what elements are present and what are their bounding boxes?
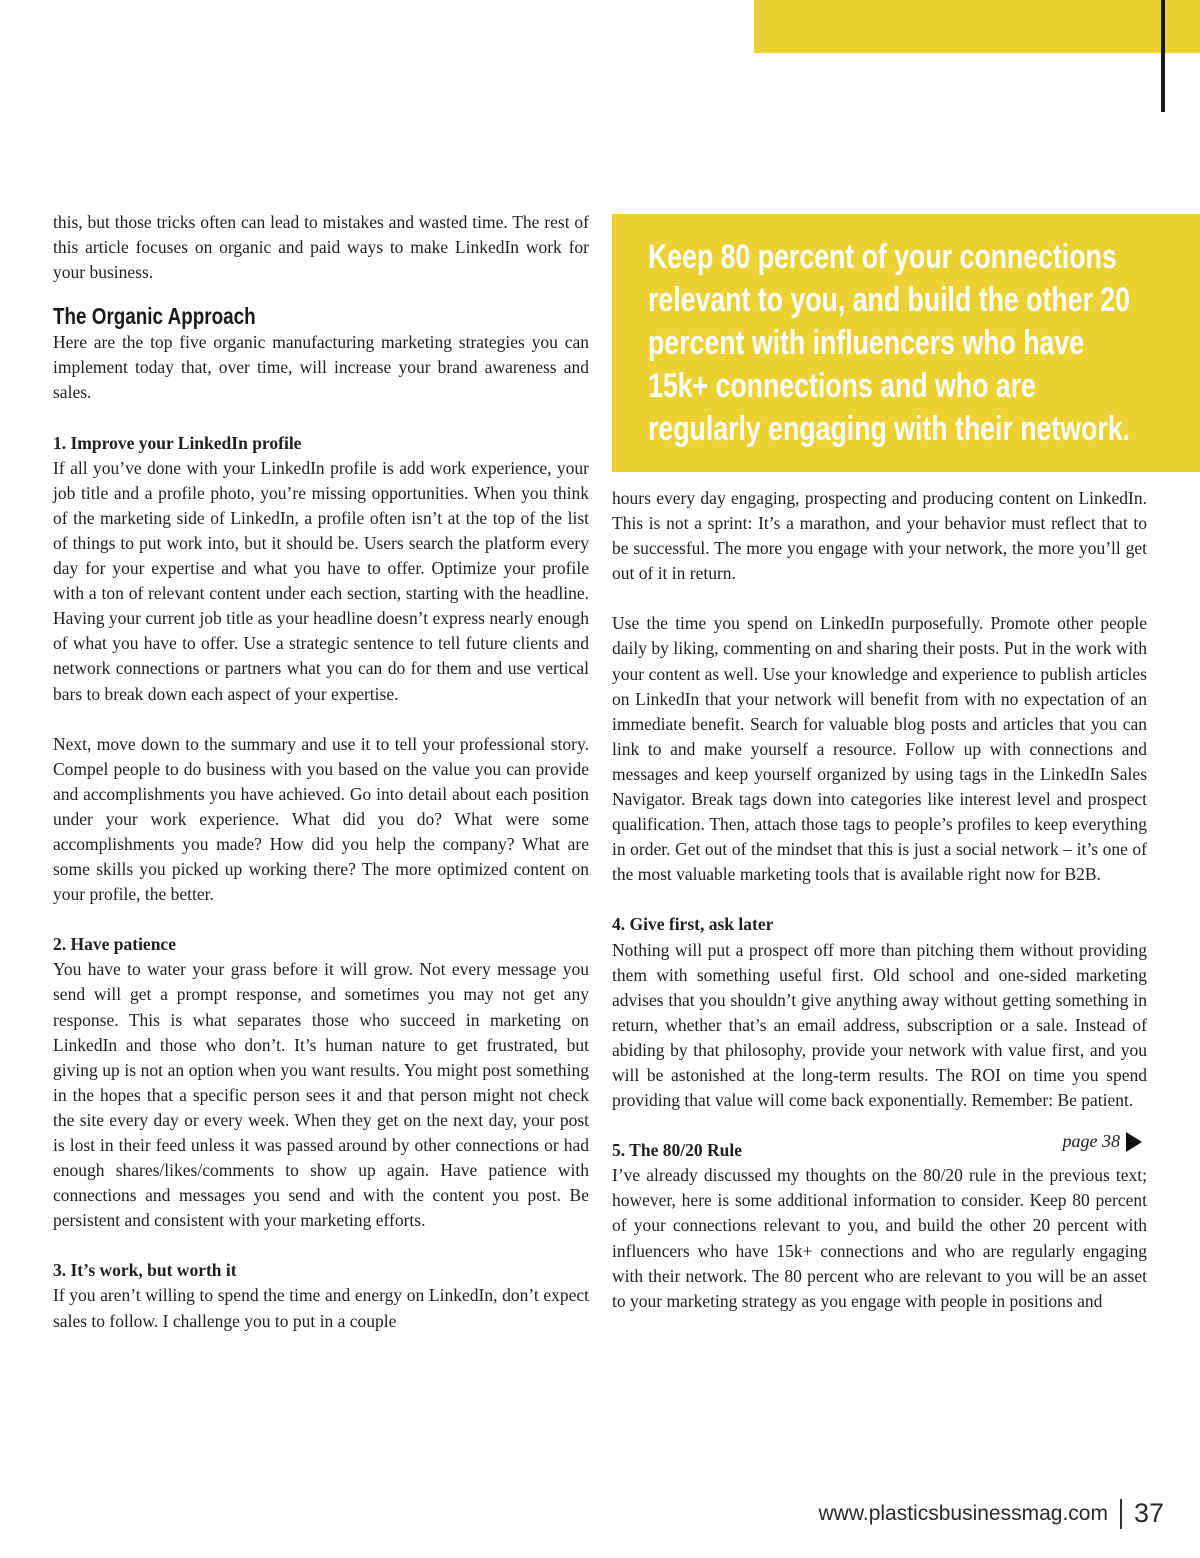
item3-paragraph-continued: hours every day engaging, prospecting and producing content on LinkedIn. This is not a sprint: It’s a marathon, and your behavior must reflect that to be successful. The more you engage with your network, the more you’ll get out of it in return. xyxy=(612,488,1147,584)
right-column xyxy=(612,486,1147,1314)
section-intro-paragraph: Here are the top five organic manufacturing marketing strategies you can implement today that, over time, will increase your brand awareness and sales. xyxy=(53,332,589,403)
item5-paragraph-1: I’ve already discussed my thoughts on the 80/20 rule in the previous text; however, here is some additional information to consider. Keep 80 percent of your connections relevant to you, and build the other 20 percent with influencers who have 15k+ connections and who are regularly engaging with their network. The 80 percent who are relevant to you will be an asset to your marketing strategy as you engage with people in positions and xyxy=(612,1165,1147,1311)
arrow-right-icon xyxy=(1126,1132,1142,1152)
item2-paragraph-1: You have to water your grass before it will grow. Not every message you send will get a prompt response, and sometimes you may not get any response. This is what separates those who succeed in marketing on LinkedIn and those who don’t. It’s human nature to get frustrated, but giving up is not an option when you want results. You might post something in the hopes that a specific person sees it and that person might not check the site every day or every week. When they get on the next day, your post is lost in their feed unless it was passed around by other connections or had enough shares/likes/comments to show up again. Have patience with connections and messages you send and with the content you post. Be persistent and consistent with your marketing efforts. xyxy=(53,959,589,1231)
item1-paragraph-2: Next, move down to the summary and use it to tell your professional story. Compel people to do business with you based on the value you can provide and accomplishments you have achieved. Go into detail about each position under your work experience. What did you do? What were some accomplishments you made? How did you help the company? What are some skills you picked up working there? The more optimized content on your profile, the better. xyxy=(53,733,589,905)
item2-heading: 2. Have patience xyxy=(53,934,176,955)
pull-quote-box xyxy=(612,214,1200,472)
item4-paragraph-1: Nothing will put a prospect off more than pitching them without providing them with something useful first. Old school and one-sided marketing advises that you shouldn’t give anything away without getting something in return, whether that’s an email address, subscription or a sale. Instead of abiding by that philosophy, provide your network with value first, and you will be astonished at the long-term results. The ROI on time you spend providing that value will come back exponentially. Remember: Be patient. xyxy=(612,939,1147,1111)
pull-quote-text: Keep 80 percent of your connections relevant to you, and build the other 20 percent with influencers who have 15k+ connections and who are regularly engaging with their network. xyxy=(648,238,1130,448)
item5-heading: 5. The 80/20 Rule xyxy=(612,1140,742,1161)
header-vertical-rule xyxy=(1161,0,1165,112)
item3-heading: 3. It’s work, but worth it xyxy=(53,1260,237,1281)
item1-heading: 1. Improve your LinkedIn profile xyxy=(53,432,302,453)
item3-paragraph-2: Use the time you spend on LinkedIn purposefully. Promote other people daily by liking, commenting on and sharing their posts. Put in the work with your content as well. Use your knowledge and experience to publish articles on LinkedIn that your network will benefit from with no expectation of an immediate benefit. Search for valuable blog posts and articles that you can link to and make yourself a resource. Follow up with connections and messages and keep yourself organized by using tags in the LinkedIn Sales Navigator. Break tags down into categories like interest level and prospect qualification. Then, attach those tags to people’s profiles to keep everything in order. Get out of the mindset that this is just a social network – it’s one of the most valuable marketing tools that is available right now for B2B. xyxy=(612,613,1147,885)
intro-paragraph: this, but those tricks often can lead to mistakes and wasted time. The rest of this article focuses on organic and paid ways to make LinkedIn work for your business. xyxy=(53,212,589,283)
footer-website: www.plasticsbusinessmag.com xyxy=(818,1501,1108,1525)
left-column xyxy=(53,210,589,1334)
item3-paragraph-start: If you aren’t willing to spend the time and energy on LinkedIn, don’t expect sales to follow. I challenge you to put in a couple xyxy=(53,1285,589,1331)
continued-on-page xyxy=(1063,1131,1143,1152)
footer-divider xyxy=(1120,1499,1122,1529)
item4-heading: 4. Give first, ask later xyxy=(612,914,774,935)
page-number: 37 xyxy=(1133,1498,1164,1528)
header-accent-bar xyxy=(754,0,1200,53)
item1-paragraph-1: If all you’ve done with your LinkedIn profile is add work experience, your job title and a profile photo, you’re missing opportunities. When you think of the marketing side of LinkedIn, a profile often isn’t at the top of the list of things to put work into, but it should be. Users search the platform every day for your expertise and what you have to offer. Optimize your profile with a ton of relevant content under each section, starting with the headline. Having your current job title as your headline doesn’t express nearly enough of what you have to offer. Use a strategic sentence to tell future clients and network connections or partners what you can do for them and use vertical bars to break down each aspect of your expertise. xyxy=(53,457,589,704)
page-footer xyxy=(819,1498,1164,1529)
continued-label: page 38 xyxy=(1062,1131,1120,1151)
section-heading-organic: The Organic Approach xyxy=(53,303,256,330)
